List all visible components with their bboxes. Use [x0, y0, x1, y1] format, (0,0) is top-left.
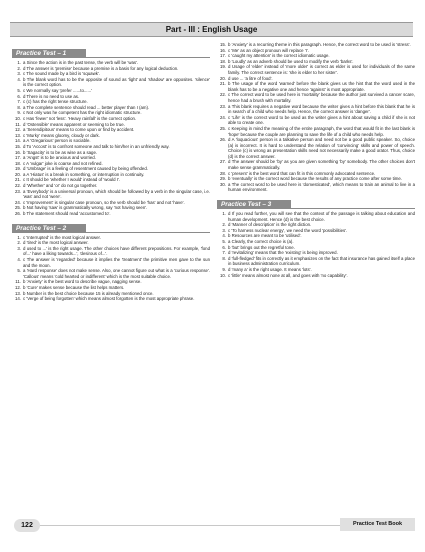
answer-text: b Number is the best choice because 15 is already mentioned once.	[23, 290, 154, 296]
answer-text: c 'Verge of being forgotten' which means almost forgotten is the most appropriate phrase.	[23, 296, 195, 302]
answer-number: 2.	[222, 222, 226, 228]
answer-text: c The correct word to be used here is 'mortality' because the author just survived a cancer scare, hence had a brush with mortality.	[228, 92, 415, 103]
section-heading: Practice Test – 3	[217, 200, 291, 209]
answer-text: d 'Umbrage' is a feeling of resentment caused by being offended.	[23, 166, 148, 172]
answer-number: 8.	[222, 255, 226, 261]
answer-number: 22.	[14, 183, 21, 189]
answer-number: 14.	[14, 296, 21, 302]
answer-number: 13.	[14, 132, 21, 138]
answer-text: b 'but' brings out the regretful tone.	[228, 244, 295, 250]
answer-text: d 'Ostensible' means apparent or seeming to be true.	[23, 121, 125, 127]
answer-text: c 'present' is the best word that can fit in this commonly advocated sentence.	[228, 170, 376, 176]
answer-number: 2.	[17, 240, 21, 246]
answer-number: 21.	[14, 177, 21, 183]
answer-number: 9.	[17, 110, 21, 116]
answer-text: b The blank word has to be the opposite of sound as 'light' and 'shadow' are opposites. 'silence' is the correct option.	[23, 76, 210, 88]
answer-number: 28.	[219, 170, 226, 176]
answer-number: 26.	[219, 137, 226, 143]
answer-number: 10.	[219, 272, 226, 278]
answer-number: 25.	[219, 125, 226, 131]
answer-text: d 'revitalizing' means that the 'existing' is being improved.	[228, 250, 338, 256]
answer-number: 15.	[14, 143, 21, 149]
answer-number: 13.	[14, 290, 21, 296]
answer-item	[217, 211, 415, 222]
answer-text: d The answer should be 'by' as you are given something 'by' somebody. The other choices don't make sense grammatically.	[228, 159, 415, 171]
answer-item	[217, 81, 415, 92]
answer-number: 25.	[14, 205, 21, 211]
answer-text: d used to ...' is the right usage. The other choices have different prepositions. For example, 'fond of...' have a liking towards...', 'desirous of...'.	[23, 245, 210, 257]
answer-item	[217, 92, 415, 103]
answer-item	[12, 296, 210, 302]
answer-number: 6.	[222, 244, 226, 250]
answer-item	[12, 211, 210, 217]
answer-text: d The answer is 'premise' because a premise is a basis for any logical deduction.	[23, 65, 179, 71]
answer-text: a 'Serendipitous' means to come upon or find by accident.	[23, 127, 135, 133]
answer-number: 1.	[17, 60, 21, 65]
answer-text: d 'tired' is the most logical answer.	[23, 240, 89, 246]
answer-text: b 'Loudly' as an adverb should be used to modify the verb 'barks'.	[228, 58, 354, 64]
answer-text: a 'Everybody' is a universal pronoun, which should be followed by a verb in the singular case, i.e. 'was' and not 'were'.	[23, 188, 210, 200]
page-number: 122	[14, 519, 40, 532]
answer-text: d 'full-fledged' fits in correctly as it emphasizes on the fact that insurance has gained itself a place in business administration curriculum.	[228, 255, 415, 267]
answer-number: 8.	[17, 104, 21, 110]
answer-text: d There is no need to use as.	[23, 93, 80, 99]
answer-item	[217, 159, 415, 170]
answer-text: a Clearly, the correct choice is (a).	[228, 239, 294, 244]
answer-number: 6.	[17, 93, 21, 99]
answer-number: 5.	[17, 268, 21, 274]
answer-text: d If you read further, you will see that the context of the passage is talking about education and human development. Hence (d) is the best choice.	[228, 211, 415, 222]
answer-number: 16.	[219, 47, 226, 53]
answer-number: 20.	[219, 75, 226, 81]
answer-number: 18.	[219, 58, 226, 64]
answer-item	[12, 189, 210, 200]
answer-number: 1.	[222, 211, 226, 217]
answer-text: d To 'Accost' is to confront someone and talk to him/her in an unfriendly way.	[23, 143, 170, 149]
answer-number: 30.	[219, 181, 226, 187]
answer-text: b 'Anxiety' is the best word to describe vague, nagging sense.	[23, 279, 142, 285]
answer-number: 14.	[14, 138, 21, 144]
answer-text: d Usage of 'elder' instead of 'more older' is correct as elder is used for individuals of the same family. The correct sentence is: 'she is elder to her sister'.	[228, 64, 415, 75]
answer-text: d 'Whether' and 'or' do not go together.	[23, 183, 98, 189]
answer-number: 20.	[14, 171, 21, 177]
answer-text: a 'Angst' is to be anxious and worried.	[23, 155, 96, 161]
answer-text: a This blank requires a negative word because the writer gives a hint before this blank that he is in search of a child who needs help. Hence, the correct answer is 'danger'.	[228, 103, 415, 115]
answer-number: 5.	[222, 239, 226, 244]
answer-item	[217, 182, 415, 193]
answer-text: c 'Me' as an object pronoun will replace 'I'.	[228, 47, 309, 53]
answer-text: a A 'Hiatus' is a break in something, or interruption in continuity.	[23, 171, 145, 177]
answer-number: 4.	[17, 76, 21, 82]
answer-number: 1.	[17, 234, 21, 240]
answer-text: c We normally say 'prefer ......to......'	[23, 87, 92, 93]
page-title: Part - III : English Usage	[10, 22, 413, 37]
answer-item	[12, 268, 210, 279]
answer-text: c 'caught my attention' is the correct idiomatic usage.	[228, 53, 330, 59]
answer-number: 23.	[219, 103, 226, 109]
answer-text: d 'many a' is the right usage. It means 'lots'.	[228, 266, 312, 272]
answer-number: 11.	[15, 121, 21, 127]
answer-text: b Resources are meant to be 'utilised'.	[228, 233, 302, 239]
answer-text: c It should be 'whether I would' instead of 'would I'.	[23, 177, 121, 183]
answer-text: b The usage of the word 'warned' before the blank gives us the hint that the word used in the blank has to be a negative one and hence 'against' is most appropriate.	[228, 81, 415, 92]
answer-text: b 'Cure' makes sense because the list helps matters.	[23, 284, 125, 290]
answer-number: 7.	[222, 250, 226, 256]
answer-item	[217, 104, 415, 115]
answer-text: c 'To harness nuclear energy', we need the word 'possibilities'.	[228, 227, 348, 233]
answer-text: a 'Hard response' does not make sense. Also, one cannot figure out what is a 'curious response'. 'Callous' means 'cold hearted or indifferent' which is the most suitable choice.	[23, 268, 210, 279]
book-title: Practice Test Book	[340, 518, 415, 531]
answer-text: c Has 'fewer' not 'less'. 'Heavy rainfall' is the correct option.	[23, 115, 137, 121]
answer-text: c 'little' means almost none at all, and goes with 'no capability'.	[228, 272, 348, 278]
answer-text: b 'eventually' is the correct word because the results of any practice come after some time.	[228, 176, 403, 182]
answer-text: a The complete sentence should read ... better player than I (am).	[23, 104, 150, 110]
answer-number: 19.	[219, 64, 226, 70]
answer-text: c 'Murky' means gloomy, cloudy or dark.	[23, 132, 100, 138]
answer-text: b 'Anxiety' is a recurring theme in this paragraph. Hence, the correct word to be used is 'stress'.	[228, 42, 411, 47]
answer-number: 11.	[15, 279, 21, 285]
answer-text: c The sound made by a bird is 'squawk'.	[23, 71, 100, 77]
answer-text: c (c) has the right tense structure.	[23, 99, 88, 105]
answer-text: c 'Life' is the correct word to be used as the writer gives a hint about saving a child if she is not able to create one.	[228, 114, 415, 126]
answer-number: 4.	[222, 233, 226, 239]
answer-text: a A 'Gregarious' person is sociable.	[23, 138, 91, 144]
answer-number: 10.	[14, 115, 21, 121]
answer-number: 5.	[17, 87, 21, 93]
answer-item	[217, 137, 415, 159]
answer-number: 23.	[14, 188, 21, 194]
section-heading: Practice Test – 1	[12, 49, 86, 58]
answer-text: a Since the action is in the past tense, the verb will be 'was'.	[23, 60, 139, 65]
answer-text: c 'Improvement' is singular case pronoun, so the verb should be 'has' and not 'have'.	[23, 199, 185, 205]
answer-item	[217, 273, 415, 279]
answer-number: 12.	[14, 284, 21, 290]
answer-number: 12.	[14, 127, 21, 133]
answer-number: 7.	[17, 99, 21, 105]
answer-text: b The statement should read 'accustomed to'.	[23, 211, 111, 217]
answer-number: 16.	[14, 149, 21, 155]
answer-text: b Not having 'saw' is grammatically wrong, say 'not having seen'.	[23, 205, 148, 211]
answer-number: 29.	[219, 176, 226, 182]
answer-text: c Not only was he competent has the right idiomatic structure.	[23, 110, 142, 116]
answer-number: 17.	[14, 155, 21, 161]
answer-item	[12, 257, 210, 268]
answer-text: d 'Manner of description' is the right diction.	[228, 222, 312, 228]
answer-text: c The answer is 'regarded' because it implies the 'treatment' the primitive men gave to the sun and the moon.	[23, 257, 210, 268]
answer-number: 22.	[219, 92, 226, 98]
answer-number: 9.	[222, 266, 226, 272]
section-heading: Practice Test – 2	[12, 224, 86, 233]
answer-text: c Keeping in mind the meaning of the entire paragraph, the word that would fit in the last blank is 'hope' because the couple are planning to save the life of a child who needs help.	[228, 125, 415, 137]
answer-number: 3.	[17, 245, 21, 251]
answer-item	[217, 115, 415, 126]
answer-number: 27.	[219, 159, 226, 165]
answer-text: d A 'loquacious' person is a talkative person and need not be a good public speaker. So, choice (a) is incorrect. It is hard to understand the relation of 'convincing' skills and power of speech. Choice (c) is wrong as presentation skills need not necessarily make a good orator. Thus, choice (d) is the correct answer.	[228, 137, 415, 159]
answer-number: 24.	[14, 199, 21, 205]
answer-text: b 'Sagacity' is to be as wise as a sage.	[23, 149, 98, 155]
right-column	[217, 42, 415, 278]
answer-number: 18.	[14, 160, 21, 166]
answer-item	[217, 256, 415, 267]
answer-item	[217, 126, 415, 137]
left-column	[12, 42, 210, 302]
answer-text: c A 'vulgar' joke is coarse and not refined.	[23, 160, 103, 166]
answer-text: c 'Interrupted' is the most logical answer.	[23, 234, 101, 240]
answer-text: d use ... 'a litre of food'.	[228, 75, 273, 81]
answer-number: 15.	[219, 42, 226, 47]
answer-number: 24.	[219, 114, 226, 120]
footer-divider	[40, 525, 340, 526]
answer-number: 4.	[17, 257, 21, 262]
answer-text: a The correct word to be used here is 'domesticated', which means to train an animal to live in a human environment.	[228, 181, 415, 193]
answer-number: 26.	[14, 211, 21, 217]
answer-item	[12, 77, 210, 88]
answer-number: 2.	[17, 65, 21, 71]
answer-number: 21.	[219, 81, 226, 87]
answer-item	[217, 64, 415, 75]
answer-number: 3.	[222, 227, 226, 233]
answer-number: 3.	[17, 71, 21, 77]
answer-item	[12, 246, 210, 257]
answer-number: 17.	[219, 53, 226, 59]
answer-number: 19.	[14, 166, 21, 172]
